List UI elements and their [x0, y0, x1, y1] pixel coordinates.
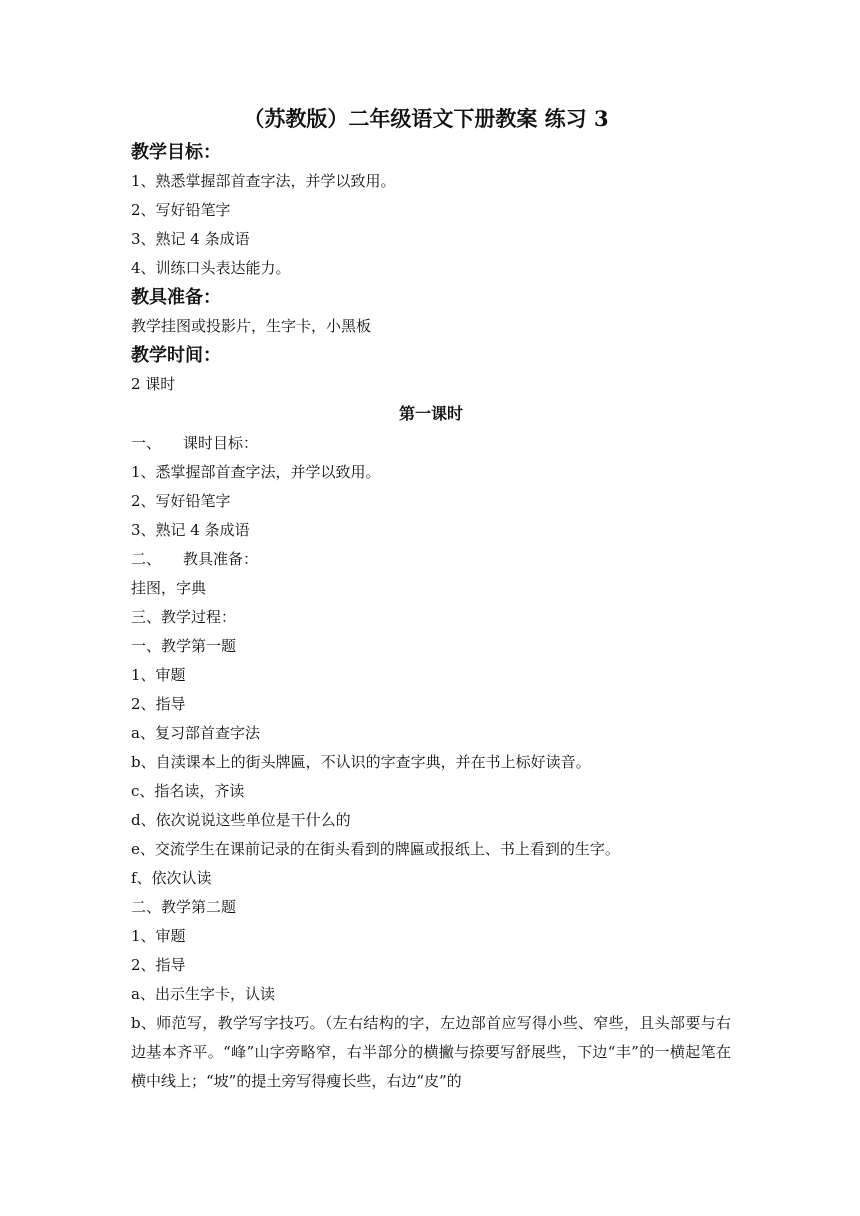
tools-heading: 教具准备：: [131, 287, 221, 308]
time-text: 2 课时: [131, 375, 176, 393]
task2-step: 2、指导: [131, 956, 186, 974]
lesson1-goal-num: 一、: [131, 434, 162, 452]
task1-step: 2、指导: [131, 695, 186, 713]
task2-paragraph: b、师范写，教学写字技巧。（左右结构的字，左边部首应写得小些、窄些，且头部要与右边基本齐平。“峰”山字旁略窄，右半部分的横撇与捺要写舒展些，下边“丰”的一横起笔在横中线上；“坡”的提土旁写得瘦长些，右边“皮”的: [131, 1014, 731, 1090]
lesson1-tools-heading: [131, 545, 731, 574]
goal-item: 4、训练口头表达能力。: [131, 259, 291, 277]
lesson1-goal-item: 2、写好铅笔字: [131, 492, 231, 510]
process-heading: 三、教学过程：: [131, 608, 237, 626]
task1-step: b、自渎课本上的街头牌匾，不认识的字查字典，并在书上标好读音。: [131, 753, 591, 771]
goal-item: 3、熟记 4 条成语: [131, 230, 250, 248]
lesson1-title: 第一课时: [398, 404, 463, 423]
task2-step: a、出示生字卡，认读: [131, 985, 275, 1003]
tools-text: 教学挂图或投影片，生字卡，小黑板: [131, 317, 372, 335]
task2-step: 1、审题: [131, 927, 186, 945]
document-page: [131, 100, 731, 1096]
task1-step: c、指名读，齐读: [131, 782, 245, 800]
task1-heading: 一、教学第一题: [131, 637, 237, 655]
task1-step: f、依次认读: [131, 869, 212, 887]
task2-heading: 二、教学第二题: [131, 898, 237, 916]
lesson1-goal-item: 1、悉掌握部首查字法，并学以致用。: [131, 463, 381, 481]
lesson1-tools-num: 二、: [131, 550, 162, 568]
document-title: （苏教版）二年级语文下册教案 练习 3: [243, 106, 609, 131]
lesson1-goal-heading: [131, 429, 731, 458]
time-heading: 教学时间：: [131, 345, 221, 366]
goals-heading: 教学目标：: [131, 142, 221, 163]
goal-item: 1、熟悉掌握部首查字法，并学以致用。: [131, 172, 396, 190]
task1-step: d、依次说说这些单位是干什么的: [131, 811, 351, 829]
task1-step: a、复习部首查字法: [131, 724, 260, 742]
task1-step: e、交流学生在课前记录的在街头看到的牌匾或报纸上、书上看到的生字。: [131, 840, 620, 858]
lesson1-tools-label: 教具准备：: [183, 550, 259, 568]
goal-item: 2、写好铅笔字: [131, 201, 231, 219]
lesson1-tools-text: 挂图，字典: [131, 579, 207, 597]
lesson1-goal-label: 课时目标：: [183, 434, 259, 452]
task1-step: 1、审题: [131, 666, 186, 684]
lesson1-goal-item: 3、熟记 4 条成语: [131, 521, 250, 539]
